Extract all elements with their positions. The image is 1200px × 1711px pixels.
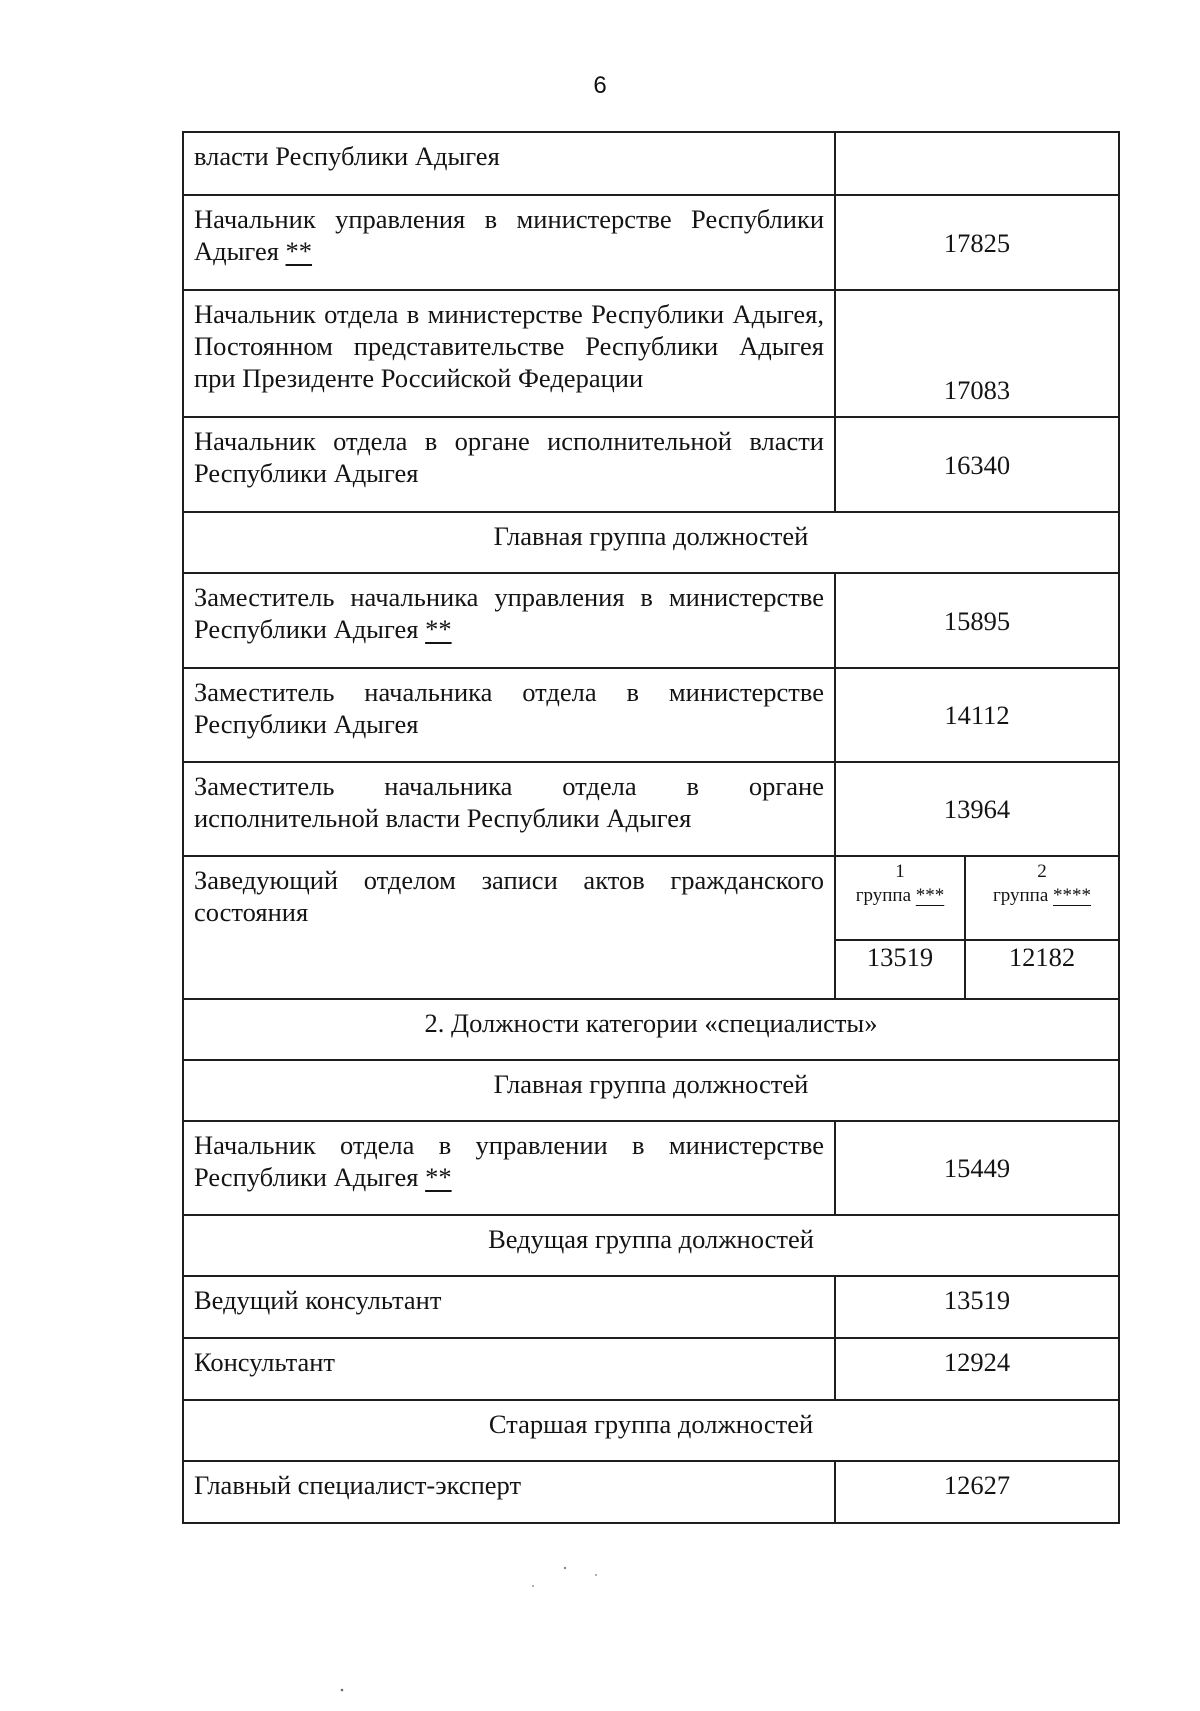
group-1-label: группа bbox=[855, 885, 912, 906]
group-2-label: группа bbox=[992, 885, 1049, 906]
footnote-mark: **** bbox=[1053, 885, 1092, 906]
group-1-salary: 13519 bbox=[835, 940, 965, 999]
salary-cell: 15895 bbox=[835, 573, 1119, 668]
footnote-mark: ** bbox=[285, 236, 313, 266]
position-cell: Начальник отдела в органе исполнительной власти Республики Адыгея bbox=[183, 417, 835, 512]
group-2-salary: 12182 bbox=[965, 940, 1119, 999]
position-cell: Начальник отдела в министерстве Республики Адыгея, Постоянном представительстве Республики Адыгея при Президенте Российской Федерации bbox=[183, 290, 835, 417]
salary-cell: 12924 bbox=[835, 1338, 1119, 1400]
group-header: Главная группа должностей bbox=[183, 512, 1119, 573]
page-number: 6 bbox=[593, 72, 607, 99]
position-cell: Заместитель начальника управления в министерстве Республики Адыгея ** bbox=[183, 573, 835, 668]
position-cell: Заместитель начальника отдела в органе исполнительной власти Республики Адыгея bbox=[183, 762, 835, 856]
group-header: Ведущая группа должностей bbox=[183, 1215, 1119, 1276]
position-cell: Начальник управления в министерстве Республики Адыгея ** bbox=[183, 195, 835, 290]
salary-cell: 14112 bbox=[835, 668, 1119, 762]
group-1-number: 1 bbox=[895, 861, 905, 882]
group-2-number: 2 bbox=[1037, 861, 1047, 882]
position-cell: Начальник отдела в управлении в министерстве Республики Адыгея ** bbox=[183, 1121, 835, 1215]
salary-cell: 13964 bbox=[835, 762, 1119, 856]
salary-cell: 16340 bbox=[835, 417, 1119, 512]
position-cell: Консультант bbox=[183, 1338, 835, 1400]
footnote-mark: ** bbox=[425, 1162, 452, 1192]
salary-cell: 13519 bbox=[835, 1276, 1119, 1338]
salary-cell: 17083 bbox=[835, 290, 1119, 417]
position-cell: власти Республики Адыгея bbox=[183, 132, 835, 195]
footnote-mark: ** bbox=[425, 614, 452, 644]
position-cell: Заведующий отделом записи актов гражданского состояния bbox=[183, 856, 835, 999]
position-cell: Заместитель начальника отдела в министерстве Республики Адыгея bbox=[183, 668, 835, 762]
salary-cell: 17825 bbox=[835, 195, 1119, 290]
salary-cell: 15449 bbox=[835, 1121, 1119, 1215]
footnote-mark: *** bbox=[915, 885, 945, 906]
position-cell: Главный специалист-эксперт bbox=[183, 1461, 835, 1523]
group-header: Старшая группа должностей bbox=[183, 1400, 1119, 1461]
salary-cell: 12627 bbox=[835, 1461, 1119, 1523]
category-header: 2. Должности категории «специалисты» bbox=[183, 999, 1119, 1060]
group-header: Главная группа должностей bbox=[183, 1060, 1119, 1121]
position-cell: Ведущий консультант bbox=[183, 1276, 835, 1338]
